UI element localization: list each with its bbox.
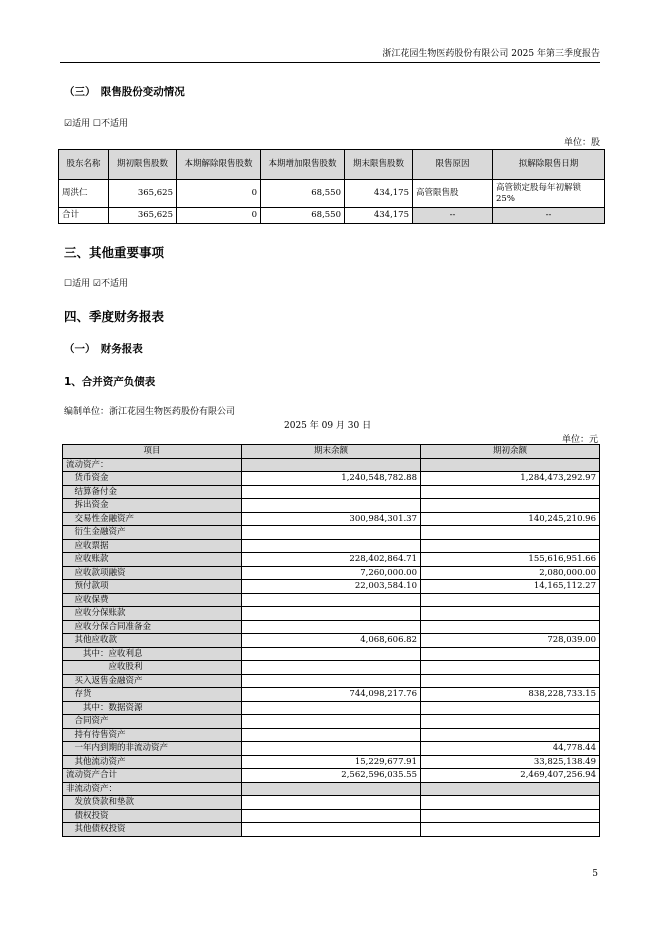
table-cell: 持有待售资产 [63,728,242,742]
table-cell: 应收股利 [63,661,242,675]
column-header: 拟解除限售日期 [493,150,605,180]
table-row [63,539,600,553]
table-cell [242,647,421,661]
table-cell: 22,003,584.10 [242,580,421,594]
table-cell: 货币资金 [63,472,242,486]
table-cell: 365,625 [109,180,177,208]
column-header: 期初限售股数 [109,150,177,180]
table-row [63,809,600,823]
table-cell: 存货 [63,688,242,702]
table-cell [242,485,421,499]
table-row-total [59,208,605,224]
table-row [63,674,600,688]
table-row [63,823,600,837]
column-header: 期末限售股数 [345,150,413,180]
table-cell: 应收分保合同准备金 [63,620,242,634]
table-cell: 1,284,473,292.97 [421,472,600,486]
column-header: 股东名称 [59,150,109,180]
table-cell [421,539,600,553]
restricted-shares-table [58,149,605,224]
table-cell: 其中：应收利息 [63,647,242,661]
table-cell: 838,228,733.15 [421,688,600,702]
table-cell: 应收分保账款 [63,607,242,621]
table-cell [242,593,421,607]
table-cell: 应收票据 [63,539,242,553]
table-cell [242,728,421,742]
table-row [63,526,600,540]
table-cell: 拆出资金 [63,499,242,513]
table-cell [421,701,600,715]
table-row [63,715,600,729]
table-cell: 一年内到期的非流动资产 [63,742,242,756]
restricted-applicability: ☑适用 ☐不适用 [64,119,128,129]
table-cell: 33,825,138.49 [421,755,600,769]
table-cell: 应收保费 [63,593,242,607]
table-cell [421,485,600,499]
table-row [63,512,600,526]
other-matters-applicability: ☐适用 ☑不适用 [64,279,128,289]
table-cell: 合计 [59,208,109,224]
table-row [63,553,600,567]
table-row [63,499,600,513]
table-cell [421,647,600,661]
table-cell [242,796,421,810]
table-row [63,742,600,756]
table-row [63,796,600,810]
table-cell [242,782,421,796]
column-header: 期末余额 [242,445,421,459]
column-header: 本期增加限售股数 [261,150,345,180]
column-header: 项目 [63,445,242,459]
prepared-by: 编制单位：浙江花园生物医药股份有限公司 [64,407,236,417]
table-row [63,485,600,499]
table-cell: 其中：数据资源 [63,701,242,715]
balance-sheet-table [62,444,600,837]
table-cell: 买入返售金融资产 [63,674,242,688]
table-cell [421,823,600,837]
table-cell: 14,165,112.27 [421,580,600,594]
table-cell [242,823,421,837]
table-cell [421,809,600,823]
table-cell: 其他流动资产 [63,755,242,769]
table-cell: 流动资产合计 [63,769,242,783]
table-cell: 其他应收款 [63,634,242,648]
table-cell: 1,240,548,782.88 [242,472,421,486]
table-row [63,458,600,472]
table-cell: 0 [177,180,261,208]
table-row [63,701,600,715]
table-cell [242,499,421,513]
table-cell [242,620,421,634]
table-cell: 非流动资产： [63,782,242,796]
balance-sheet-unit: 单位：元 [561,435,598,445]
table-cell: 0 [177,208,261,224]
table-row [63,620,600,634]
restricted-shares-heading: （三） 限售股份变动情况 [64,86,185,98]
table-cell [421,593,600,607]
column-header: 本期解除限售股数 [177,150,261,180]
table-cell [421,674,600,688]
table-cell [242,458,421,472]
table-cell: 周洪仁 [59,180,109,208]
table-row [63,688,600,702]
table-cell: 744,098,217.76 [242,688,421,702]
table-row [63,566,600,580]
table-cell: 44,778.44 [421,742,600,756]
table-cell [242,809,421,823]
page-number: 5 [592,869,598,879]
table-row [63,647,600,661]
table-row [63,782,600,796]
table-cell: 155,616,951.66 [421,553,600,567]
table-cell: 728,039.00 [421,634,600,648]
balance-sheet-heading: 1、合并资产负债表 [64,376,156,388]
table-cell [421,499,600,513]
table-cell [421,607,600,621]
table-cell [421,526,600,540]
table-row [59,180,605,208]
table-cell: 流动资产： [63,458,242,472]
table-cell: 发放贷款和垫款 [63,796,242,810]
table-cell [242,661,421,675]
table-cell: 结算备付金 [63,485,242,499]
table-cell [242,701,421,715]
table-cell: 预付款项 [63,580,242,594]
other-matters-heading: 三、其他重要事项 [64,245,165,260]
table-cell: 合同资产 [63,715,242,729]
table-cell: 68,550 [261,208,345,224]
table-cell: 其他债权投资 [63,823,242,837]
table-cell [421,728,600,742]
table-cell: 228,402,864.71 [242,553,421,567]
table-cell [421,458,600,472]
table-cell: 434,175 [345,208,413,224]
table-cell [421,715,600,729]
table-row [63,634,600,648]
table-cell: 15,229,677.91 [242,755,421,769]
table-cell: 365,625 [109,208,177,224]
table-row [63,661,600,675]
table-row [63,728,600,742]
table-cell [421,782,600,796]
table-cell [421,796,600,810]
column-header: 限售原因 [413,150,493,180]
table-row [63,580,600,594]
table-cell: 高管锁定股每年初解锁 25% [493,180,605,208]
table-cell: 434,175 [345,180,413,208]
table-cell: 债权投资 [63,809,242,823]
financial-statements-subheading: （一） 财务报表 [64,343,143,355]
table-cell: 300,984,301.37 [242,512,421,526]
table-cell: 2,562,596,035.55 [242,769,421,783]
report-date: 2025 年 09 月 30 日 [284,421,372,431]
financial-statements-heading: 四、季度财务报表 [64,309,165,324]
table-row [63,755,600,769]
table-cell: 68,550 [261,180,345,208]
table-cell [242,674,421,688]
table-cell: -- [493,208,605,224]
table-cell: -- [413,208,493,224]
table-cell: 交易性金融资产 [63,512,242,526]
table-row [63,769,600,783]
table-row [63,607,600,621]
table-cell [242,742,421,756]
table-cell: 衍生金融资产 [63,526,242,540]
column-header: 期初余额 [421,445,600,459]
table-cell: 高管限售股 [413,180,493,208]
restricted-unit: 单位：股 [563,138,600,148]
table-header-row [59,150,605,180]
table-cell: 2,080,000.00 [421,566,600,580]
table-cell [242,526,421,540]
table-cell: 7,260,000.00 [242,566,421,580]
table-row [63,593,600,607]
table-cell [421,620,600,634]
table-cell: 140,245,210.96 [421,512,600,526]
page-header: 浙江花园生物医药股份有限公司 2025 年第三季度报告 [60,46,600,63]
table-cell: 2,469,407,256.94 [421,769,600,783]
table-cell [242,607,421,621]
table-cell: 应收款项融资 [63,566,242,580]
table-header-row [63,445,600,459]
table-cell: 4,068,606.82 [242,634,421,648]
table-cell [242,715,421,729]
table-cell [421,661,600,675]
table-row [63,472,600,486]
table-cell: 应收账款 [63,553,242,567]
table-cell [242,539,421,553]
